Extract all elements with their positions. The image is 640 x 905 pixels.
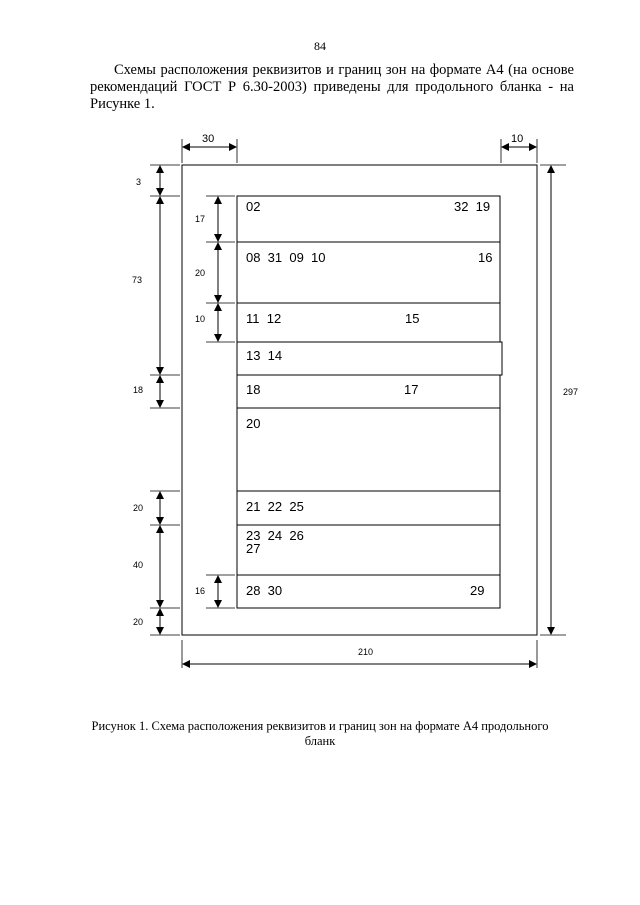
dim-zone-17: 17: [195, 214, 206, 224]
dim-right-margin: 10: [511, 133, 524, 145]
zone-9-right: 29: [470, 583, 485, 598]
dim-left-margin: 30: [202, 133, 215, 145]
dim-zone-10: 10: [195, 314, 206, 324]
dim-bottom: 20: [133, 617, 144, 627]
zone-box-5: [237, 375, 500, 408]
page-outline: [182, 165, 537, 635]
zone-1-left: 02: [246, 199, 261, 214]
caption-line-2: бланк: [304, 734, 336, 748]
zone-3-mid: 15: [405, 311, 420, 326]
dim-zone-40: 40: [133, 560, 144, 570]
extension-lines: [150, 139, 566, 668]
dim-zone-16: 16: [195, 586, 206, 596]
dim-upper-block: 73: [132, 275, 143, 285]
zone-box-6: [237, 408, 500, 491]
dim-page-height: 297: [563, 387, 579, 397]
dim-page-width: 210: [358, 647, 374, 657]
zone-4-left: 13 14: [246, 348, 283, 363]
intro-paragraph: Схемы расположения реквизитов и границ зон на формате А4 (на основе рекомендаций ГОСТ Р 6.30-2003) приведены для продольного бланка - на Рисунке 1.: [90, 62, 574, 112]
zone-2-left: 08 31 09 10: [246, 250, 326, 265]
zone-5-left: 18: [246, 382, 261, 397]
zone-6-left: 20: [246, 416, 261, 431]
zone-8-left: 23 24 26: [246, 528, 304, 543]
zone-1-right: 32 19: [454, 199, 491, 214]
zone-9-left: 28 30: [246, 583, 283, 598]
zone-3-left: 11 12: [246, 311, 282, 326]
zone-8-left2: 27: [246, 541, 261, 556]
caption-line-1: Рисунок 1. Схема расположения реквизитов и границ зон на формате А4 продольного: [91, 719, 549, 733]
dim-zone-20b: 20: [133, 503, 144, 513]
dimension-arrows: [160, 147, 551, 664]
zone-2-right: 16: [478, 250, 493, 265]
zone-5-mid: 17: [404, 382, 419, 397]
dim-zone-18: 18: [133, 385, 144, 395]
figure-caption: [60, 719, 580, 749]
page-number: 84: [314, 39, 326, 53]
dim-top-offset: 3: [136, 177, 142, 187]
zone-7-left: 21 22 25: [246, 499, 304, 514]
dim-zone-20: 20: [195, 268, 206, 278]
